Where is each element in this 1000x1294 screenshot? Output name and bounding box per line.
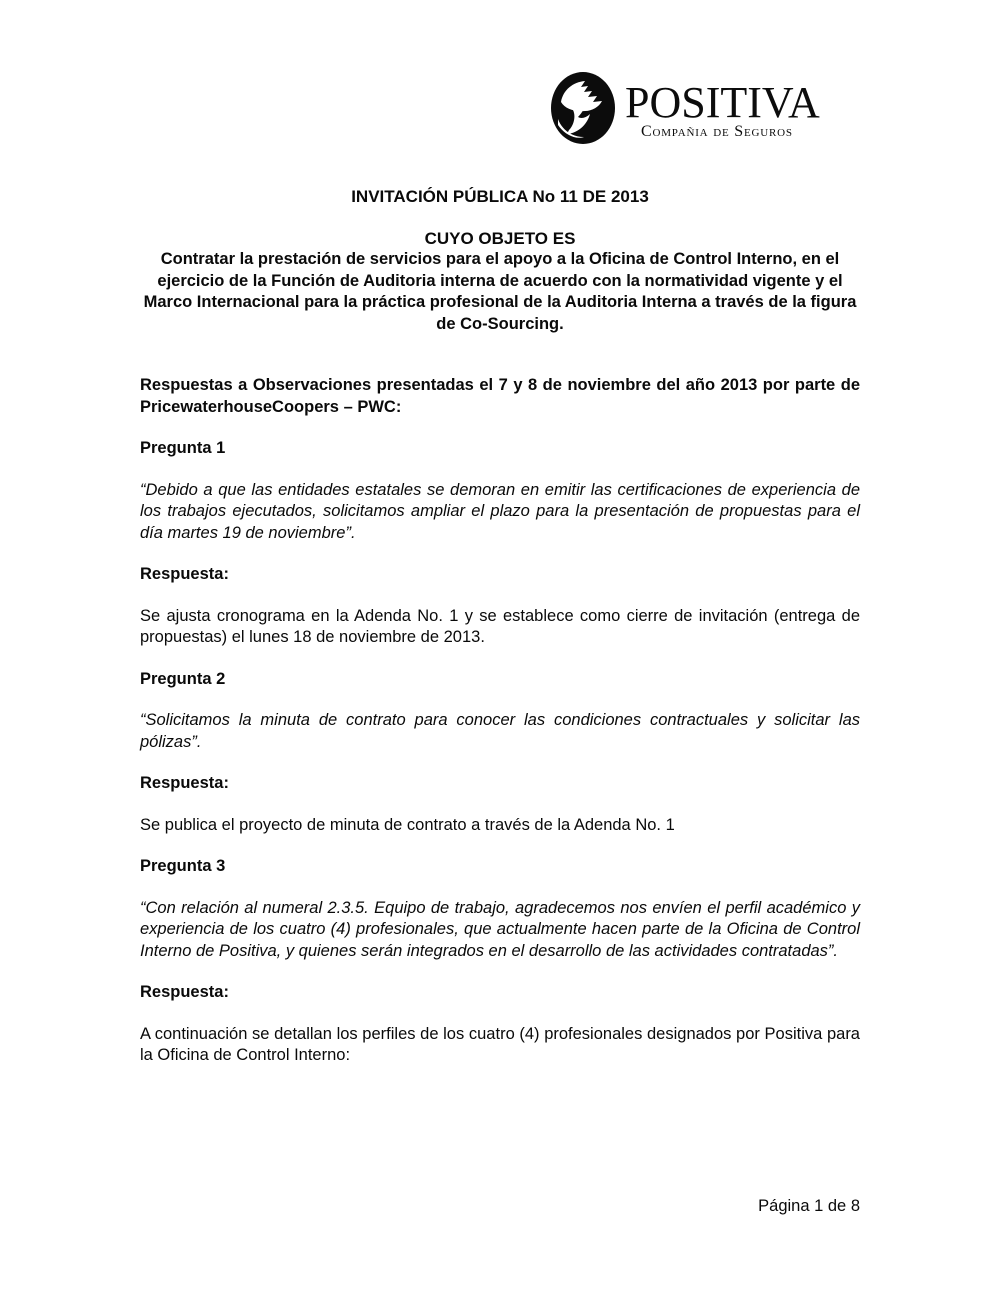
question-3-label: Pregunta 3 <box>140 857 226 875</box>
object-paragraph: Contratar la prestación de servicios para el apoyo a la Oficina de Control Interno, en el ejercicio de la Función de Auditoria interna de acuerdo con la normatividad vigente y el Marco Internacional para la práctica profesional de la Auditoria Interna a través de la figura de Co-Sourcing. <box>143 250 857 333</box>
answer-3-label: Respuesta: <box>140 983 229 1001</box>
positiva-logo-text <box>625 77 820 140</box>
positiva-logo-icon <box>550 70 616 153</box>
question-2-quote: “Solicitamos la minuta de contrato para conocer las condiciones contractuales y solicitar las pólizas”. <box>140 711 860 751</box>
question-1-quote: “Debido a que las entidades estatales se demoran en emitir las certificaciones de experiencia de los trabajos ejecutados, solicitamos ampliar el plazo para la presentación de propuestas para el día martes 19 de noviembre”. <box>140 480 860 542</box>
question-3-quote: “Con relación al numeral 2.3.5. Equipo de trabajo, agradecemos nos envíen el perfil académico y experiencia de los cuatro (4) profesionales, que actualmente hacen parte de la Oficina de Control Interno de Positiva, y quienes serán integrados en el desarrollo de las actividades contratadas”. <box>140 898 860 960</box>
answer-2-label: Respuesta: <box>140 774 229 792</box>
question-1-label: Pregunta 1 <box>140 439 226 457</box>
positiva-logo <box>550 70 820 153</box>
document-content <box>140 186 860 1087</box>
object-heading: CUYO OBJETO ES <box>424 228 576 248</box>
answer-2-text: Se publica el proyecto de minuta de contrato a través de la Adenda No. 1 <box>140 815 675 834</box>
answer-3-text: A continuación se detallan los perfiles de los cuatro (4) profesionales designados por Positiva para la Oficina de Control Interno: <box>140 1024 860 1064</box>
answer-1-text: Se ajusta cronograma en la Adenda No. 1 y se establece como cierre de invitación (entrega de propuestas) el lunes 18 de noviembre de 2013. <box>140 606 860 646</box>
page-number: Página 1 de 8 <box>758 1197 860 1215</box>
intro-paragraph: Respuestas a Observaciones presentadas el 7 y 8 de noviembre del año 2013 por parte de PricewaterhouseCoopers – PWC: <box>140 376 860 416</box>
logo-company-name: POSITIVA <box>625 77 820 127</box>
answer-1-label: Respuesta: <box>140 565 229 583</box>
question-2-label: Pregunta 2 <box>140 669 226 688</box>
document-title: INVITACIÓN PÚBLICA No 11 DE 2013 <box>351 187 649 206</box>
logo-company-subtitle: Compañia de Seguros <box>641 122 793 140</box>
